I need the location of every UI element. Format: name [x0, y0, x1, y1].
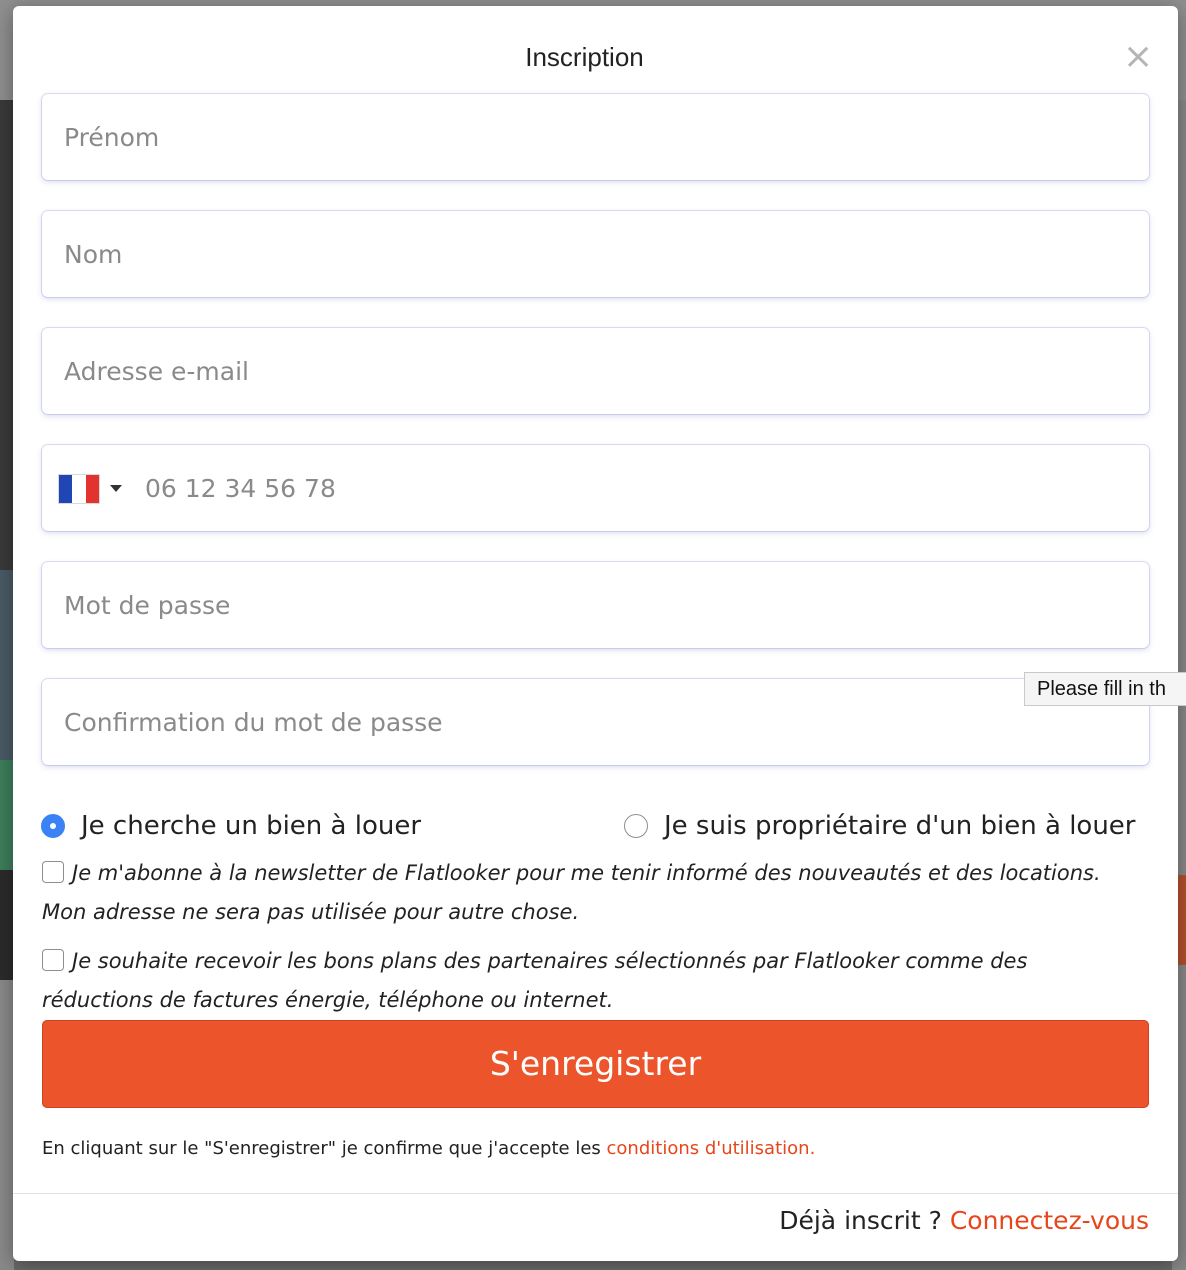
login-prompt-text: Déjà inscrit ? — [779, 1206, 950, 1235]
backdrop-panel — [0, 100, 14, 570]
password-confirm-field — [42, 679, 1149, 765]
newsletter-checkbox[interactable] — [42, 861, 64, 883]
partners-checkbox[interactable] — [42, 949, 64, 971]
phone-input[interactable] — [42, 445, 1149, 531]
owner-radio-label: Je suis propriétaire d'un bien à louer — [664, 811, 1136, 841]
terms-statement: En cliquant sur le "S'enregistrer" je confirme que j'accepte les — [42, 1138, 607, 1159]
login-prompt — [779, 1206, 1149, 1235]
footer-divider — [13, 1193, 1178, 1194]
login-link[interactable]: Connectez-vous — [949, 1206, 1149, 1235]
first-name-field — [42, 94, 1149, 180]
last-name-input[interactable] — [42, 211, 1149, 297]
password-input[interactable] — [42, 562, 1149, 648]
close-icon[interactable]: × — [1123, 36, 1154, 77]
role-owner-option[interactable] — [624, 806, 1136, 846]
first-name-input[interactable] — [42, 94, 1149, 180]
owner-radio[interactable] — [624, 814, 648, 838]
backdrop-section — [0, 870, 14, 980]
last-name-field — [42, 211, 1149, 297]
backdrop-banner — [0, 760, 14, 870]
tenant-radio[interactable] — [41, 814, 65, 838]
password-confirm-input[interactable] — [42, 679, 1149, 765]
email-input[interactable] — [42, 328, 1149, 414]
newsletter-label: Je m'abonne à la newsletter de Flatlooker pour me tenir informé des nouveautés et des locations. Mon adresse ne sera pas utilisée pour autre chose. — [42, 861, 1101, 924]
partners-option — [42, 942, 1142, 1020]
phone-field — [42, 445, 1149, 531]
tenant-radio-label: Je cherche un bien à louer — [81, 811, 422, 841]
backdrop-image — [0, 570, 14, 760]
modal-title: Inscription — [525, 42, 644, 72]
password-field — [42, 562, 1149, 648]
validation-tooltip: Please fill in th — [1024, 672, 1186, 706]
partners-label: Je souhaite recevoir les bons plans des partenaires sélectionnés par Flatlooker comme des réductions de factures énergie, téléphone ou internet. — [42, 949, 1028, 1012]
signup-modal — [13, 6, 1178, 1261]
backdrop-footer — [0, 980, 14, 1270]
terms-link[interactable]: conditions d'utilisation. — [606, 1138, 816, 1159]
role-tenant-option[interactable] — [41, 806, 421, 846]
register-button[interactable]: S'enregistrer — [42, 1020, 1149, 1108]
newsletter-option — [42, 854, 1142, 932]
terms-text — [42, 1138, 815, 1159]
email-field — [42, 328, 1149, 414]
